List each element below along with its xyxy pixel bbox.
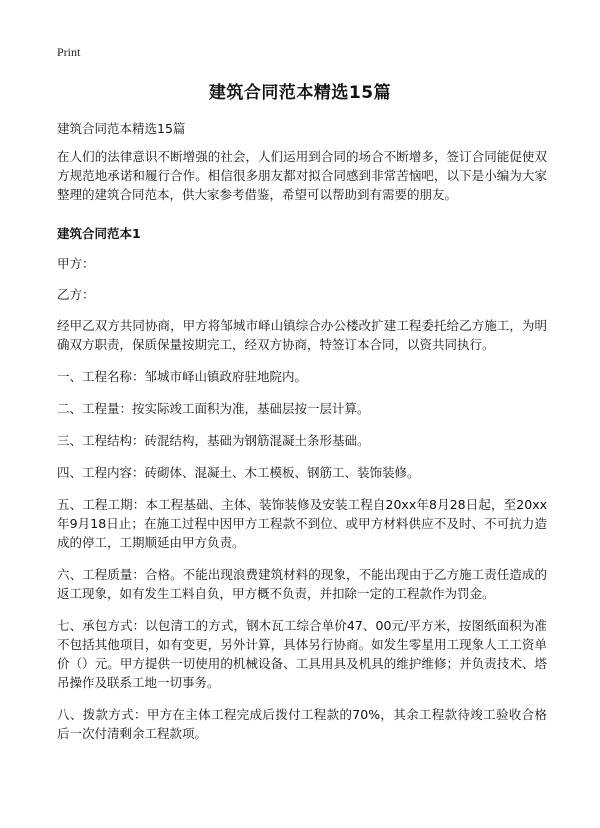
preamble-paragraph: 经甲乙双方共同协商，甲方将邹城市峄山镇综合办公楼改扩建工程委托给乙方施工，为明确双方职责，保质保量按期完工，经双方协商，特签订本合同，以资共同执行。 bbox=[57, 318, 547, 352]
document-body bbox=[57, 119, 547, 756]
clause-paragraph: 三、工程结构：砖混结构，基础为钢筋混凝土条形基础。 bbox=[57, 433, 370, 448]
clause-paragraph: 五、工程工期：本工程基础、主体、装饰装修及安装工程自20xx年8月28日起，至20xx年9月18日止；在施工过程中因甲方工程款不到位、或甲方材料供应不及时、不可抗力造成的停工，工期顺延由甲方负责。 bbox=[57, 497, 547, 550]
intro-paragraph: 在人们的法律意识不断增强的社会，人们运用到合同的场合不断增多，签订合同能促使双方规范地承诺和履行合作。相信很多朋友都对拟合同感到非常苦恼吧，以下是小编为大家整理的建筑合同范本，供大家参考借鉴，希望可以帮助到有需要的朋友。 bbox=[57, 149, 547, 202]
document-subtitle: 建筑合同范本精选15篇 bbox=[57, 121, 186, 136]
clause-paragraph: 四、工程内容：砖砌体、混凝土、木工模板、钢筋工、装饰装修。 bbox=[57, 465, 420, 480]
clause-paragraph: 二、工程量：按实际竣工面积为准，基础层按一层计算。 bbox=[57, 401, 370, 416]
print-link[interactable]: Print bbox=[57, 45, 81, 59]
clause-paragraph: 七、承包方式：以包清工的方式，钢木瓦工综合单价47、00元/平方米，按图纸面积为准不包括其他项目，如有变更，另外计算，具体另行协商。如发生零星用工现象人工工资单价（）元。甲方提供一切使用的机械设备、工具用具及机具的维护维修；并负责技术、塔吊操作及联系工地一切事务。 bbox=[57, 618, 547, 690]
clause-paragraph: 六、工程质量：合格。不能出现浪费建筑材料的现象，不能出现由于乙方施工责任造成的返工现象，如有发生工料自负，甲方概不负责，并扣除一定的工程款作为罚金。 bbox=[57, 567, 547, 601]
section-heading: 建筑合同范本1 bbox=[57, 226, 141, 241]
party-b-line: 乙方： bbox=[57, 287, 95, 302]
clause-paragraph: 一、工程名称：邹城市峄山镇政府驻地院内。 bbox=[57, 369, 308, 384]
party-a-line: 甲方： bbox=[57, 256, 95, 271]
clause-paragraph: 八、拨款方式：甲方在主体工程完成后拨付工程款的70%，其余工程款待竣工验收合格后一次付清剩余工程款项。 bbox=[57, 707, 547, 741]
page-title: 建筑合同范本精选15篇 bbox=[208, 83, 392, 103]
